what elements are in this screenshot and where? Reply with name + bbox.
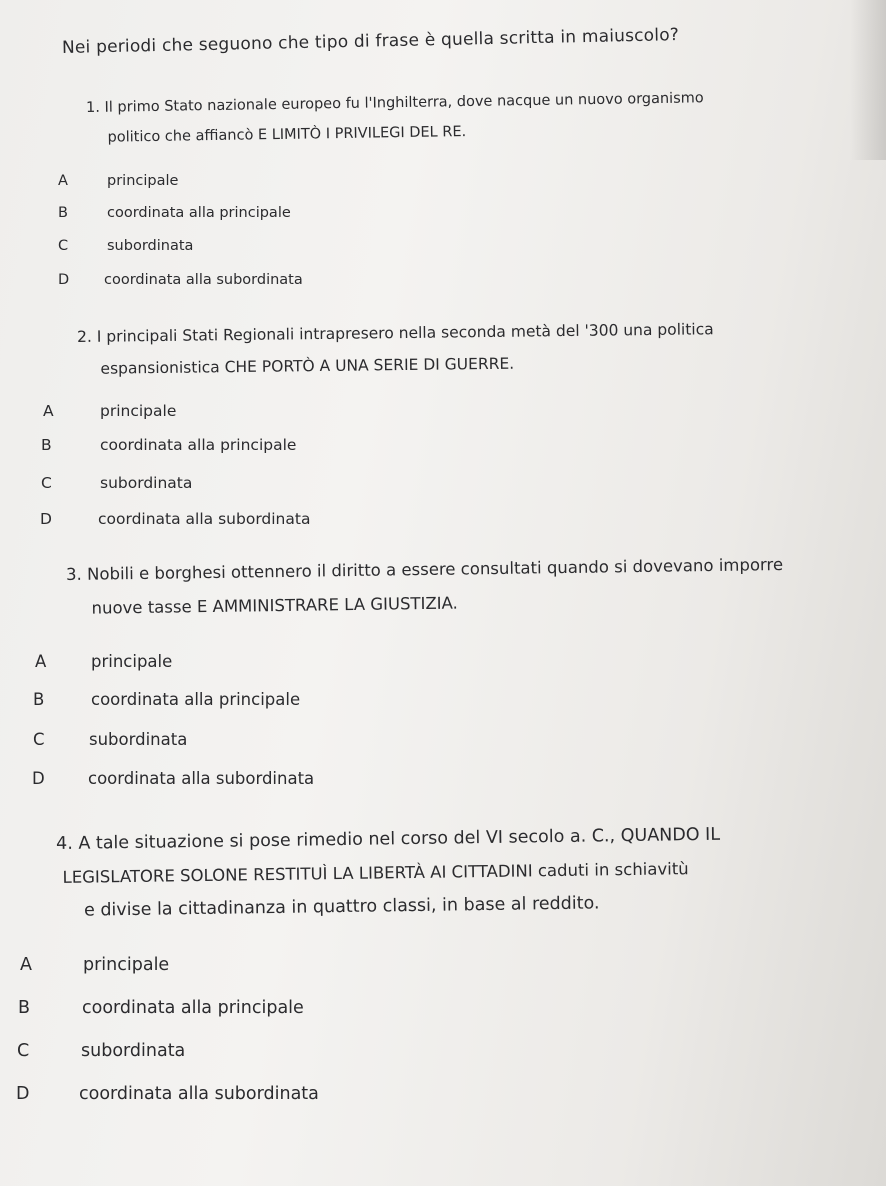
option-text: coordinata alla subordinata [79,1084,319,1104]
option-text: coordinata alla subordinata [88,769,315,788]
option-letter: C [17,1041,30,1061]
question-3-line-2: nuove tasse E AMMINISTRARE LA GIUSTIZIA. [91,593,458,618]
option-letter: D [16,1084,30,1104]
question-1-line-1: 1. Il primo Stato nazionale europeo fu l'Inghilterra, dove nacque un nuovo organismo [85,90,704,116]
option-text: coordinata alla principale [107,205,291,221]
option-letter: C [41,474,52,492]
question-1 [86,91,704,145]
option-text: coordinata alla subordinata [104,272,303,288]
question-1-line-2: politico che affiancò E LIMITÒ I PRIVILEGI DEL RE. [107,123,467,146]
question-4-line-3: e divise la cittadinanza in quattro classi, in base al reddito. [83,893,600,921]
option-letter: A [20,955,32,975]
option-letter: B [41,436,52,454]
option-letter: B [18,998,31,1018]
question-2-line-2: espansionistica CHE PORTÒ A UNA SERIE DI GUERRE. [100,354,515,378]
question-4-line-2: LEGISLATORE SOLONE RESTITUÌ LA LIBERTÀ AI CITTADINI caduti in schiavitù [62,858,689,887]
option-text: principale [91,652,173,671]
option-letter: A [35,652,47,671]
option-text: subordinata [89,730,188,749]
question-4-line-1: 4. A tale situazione si pose rimedio nel corso del VI secolo a. C., QUANDO IL [55,824,721,854]
option-text: principale [107,173,179,189]
instruction-heading: Nei periodi che seguono che tipo di frase è quella scritta in maiuscolo? [61,25,680,58]
option-text: subordinata [81,1041,186,1061]
option-text: coordinata alla subordinata [98,510,311,528]
option-letter: B [33,690,45,709]
option-letter: A [58,173,68,189]
question-3 [65,554,784,618]
option-letter: A [43,402,54,420]
option-text: subordinata [100,474,193,492]
option-letter: C [33,730,45,749]
question-2-line-1: 2. I principali Stati Regionali intrapresero nella seconda metà del '300 una politica [76,320,714,346]
option-letter: D [32,769,45,788]
question-4 [55,824,721,921]
page-edge-shadow [850,0,886,160]
question-3-line-1: 3. Nobili e borghesi ottennero il diritto a essere consultati quando si dovevano imporre [65,554,784,584]
option-letter: D [40,510,52,528]
option-text: coordinata alla principale [100,436,297,454]
option-letter: B [58,205,68,221]
option-letter: D [58,272,70,288]
question-2 [77,322,714,377]
option-text: subordinata [107,238,194,254]
option-text: coordinata alla principale [82,998,304,1018]
option-text: principale [100,402,177,420]
option-text: principale [83,955,170,975]
option-text: coordinata alla principale [91,690,301,709]
option-letter: C [58,238,69,254]
